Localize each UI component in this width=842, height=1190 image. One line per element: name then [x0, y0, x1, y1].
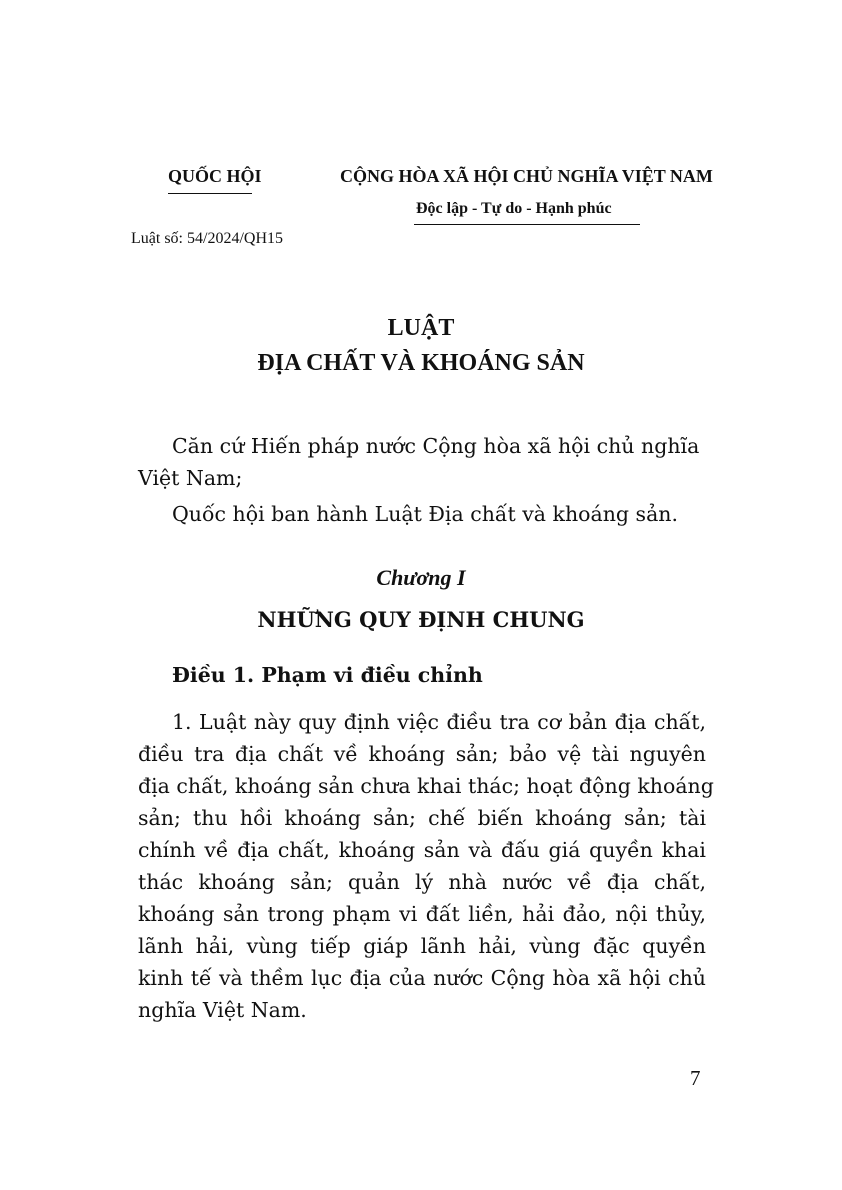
document-type-title: LUẬT [387, 315, 455, 341]
issuer-name: QUỐC HỘI [168, 166, 262, 186]
article-line: nghĩa Việt Nam. [138, 998, 307, 1022]
motto-underline [414, 224, 640, 225]
article-line: lãnh hải, vùng tiếp giáp lãnh hải, vùng đặc quyền [138, 934, 706, 958]
article-line: 1. Luật này quy định việc điều tra cơ bản địa chất, [172, 710, 706, 734]
article-line: kinh tế và thềm lục địa của nước Cộng hòa xã hội chủ [138, 966, 706, 990]
law-number: Luật số: 54/2024/QH15 [131, 230, 283, 247]
preamble-enactment: Quốc hội ban hành Luật Địa chất và khoáng sản. [172, 502, 679, 526]
article-heading: Điều 1. Phạm vi điều chỉnh [172, 663, 483, 687]
chapter-label: Chương I [376, 565, 466, 590]
republic-name: CỘNG HÒA XÃ HỘI CHỦ NGHĨA VIỆT NAM [340, 166, 713, 186]
law-name-title: ĐỊA CHẤT VÀ KHOÁNG SẢN [257, 350, 585, 376]
national-motto: Độc lập - Tự do - Hạnh phúc [416, 200, 612, 217]
article-body [138, 706, 714, 1026]
article-line: điều tra địa chất về khoáng sản; bảo vệ tài nguyên [138, 742, 706, 766]
article-line: chính về địa chất, khoáng sản và đấu giá quyền khai [138, 838, 706, 862]
article-line: địa chất, khoáng sản chưa khai thác; hoạt động khoáng [138, 774, 714, 798]
article-line: khoáng sản trong phạm vi đất liền, hải đảo, nội thủy, [138, 902, 706, 926]
page-number: 7 [690, 1066, 701, 1090]
article-line: thác khoáng sản; quản lý nhà nước về địa chất, [138, 870, 706, 894]
chapter-title: NHỮNG QUY ĐỊNH CHUNG [257, 607, 585, 632]
issuer-underline [168, 193, 252, 194]
article-line: sản; thu hồi khoáng sản; chế biến khoáng sản; tài [138, 806, 706, 830]
preamble-basis: Căn cứ Hiến pháp nước Cộng hòa xã hội chủ nghĩa Việt Nam; [138, 434, 700, 490]
